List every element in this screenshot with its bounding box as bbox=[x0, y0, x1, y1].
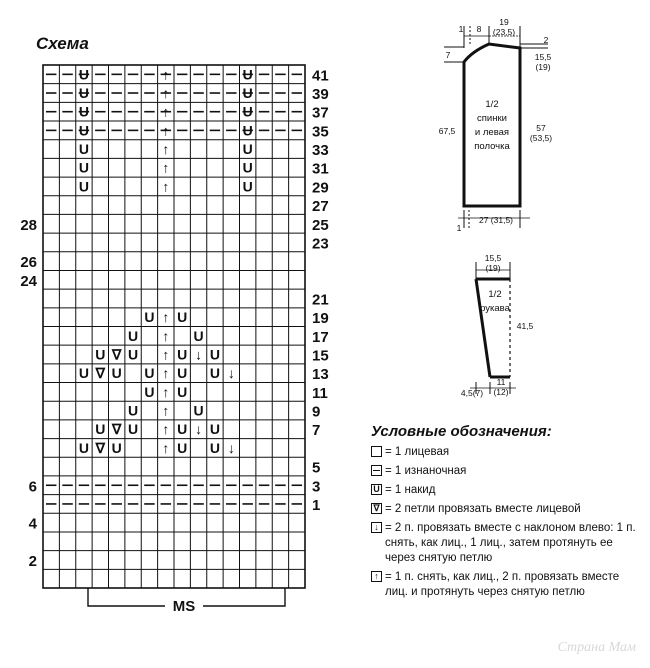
stitch-symbol: U bbox=[95, 421, 106, 438]
left-row-number: 28 bbox=[20, 216, 37, 234]
stitch-symbol: U bbox=[78, 365, 89, 382]
stitch-symbol: U bbox=[177, 439, 188, 456]
dash-box-icon bbox=[371, 465, 382, 476]
back-piece-diagram bbox=[439, 17, 553, 233]
legend-item-purl bbox=[371, 464, 641, 479]
right-row-number: 39 bbox=[312, 86, 329, 104]
stitch-symbol: ↑ bbox=[162, 327, 170, 344]
sleeve-top-width: 15,5 bbox=[484, 253, 502, 263]
back-piece-label-2: спинки bbox=[477, 113, 507, 124]
sleeve-height: 41,5 bbox=[516, 321, 534, 331]
legend-item-k2tog bbox=[371, 502, 641, 517]
stitch-symbol: ↓ bbox=[195, 421, 203, 438]
stitch-symbol: ↑ bbox=[162, 346, 170, 363]
stitch-symbol: U bbox=[78, 141, 89, 158]
right-row-number: 37 bbox=[312, 104, 329, 122]
sleeve-top-width-b: (19) bbox=[485, 263, 501, 273]
back-right-height-b: (53,5) bbox=[529, 133, 553, 143]
back-top-width-19b: (23,5) bbox=[492, 27, 516, 37]
stitch-symbol: U bbox=[242, 141, 253, 158]
stitch-symbol: U bbox=[128, 327, 139, 344]
right-row-number: 23 bbox=[312, 235, 329, 253]
ms-bracket bbox=[88, 588, 285, 615]
stitch-symbol: ↑ bbox=[162, 103, 170, 120]
stitch-symbol: U bbox=[144, 309, 155, 326]
right-row-number: 3 bbox=[312, 478, 321, 496]
right-row-number: 7 bbox=[312, 422, 321, 440]
stitch-symbol: ↓ bbox=[195, 346, 203, 363]
back-right-top: 15,5 bbox=[534, 52, 552, 62]
right-row-number: 41 bbox=[312, 67, 329, 85]
stitch-symbol: ↑ bbox=[162, 421, 170, 438]
stitch-symbol: U bbox=[193, 327, 204, 344]
back-neck-depth: 7 bbox=[445, 50, 451, 60]
sleeve-bottom-left: 4,5(7) bbox=[460, 388, 484, 398]
stitch-symbol: ↑ bbox=[162, 66, 170, 83]
watermark: Страна Мам bbox=[557, 640, 636, 655]
stitch-symbol: ↑ bbox=[162, 159, 170, 176]
ssk-icon: ↓ bbox=[371, 522, 382, 533]
yarn-over-icon: U bbox=[371, 484, 382, 495]
sleeve-bottom-right-b: (12) bbox=[493, 387, 509, 397]
right-row-number: 11 bbox=[312, 384, 328, 402]
stitch-symbol: ∇ bbox=[112, 346, 122, 363]
stitch-symbol: U bbox=[177, 383, 188, 400]
legend-text-knit: = 1 лицевая bbox=[385, 446, 450, 458]
ms-label: MS bbox=[172, 598, 196, 615]
left-row-number: 4 bbox=[28, 515, 37, 533]
stitch-symbol: U bbox=[78, 159, 89, 176]
stitch-symbol: U bbox=[177, 365, 188, 382]
back-piece-label-3: и левая bbox=[474, 127, 510, 138]
right-row-number: 17 bbox=[312, 328, 329, 346]
stitch-symbol: U bbox=[242, 103, 253, 120]
left-row-number: 24 bbox=[20, 272, 37, 290]
stitch-symbol: U bbox=[209, 439, 220, 456]
back-top-width-19: 19 bbox=[499, 17, 509, 27]
legend-item-knit bbox=[371, 445, 641, 460]
legend-item-sk2p bbox=[371, 570, 641, 600]
stitch-symbol: U bbox=[128, 346, 139, 363]
stitch-symbol: U bbox=[209, 421, 220, 438]
back-bottom-width: 27 (31,5) bbox=[478, 215, 514, 225]
stitch-symbol: U bbox=[242, 66, 253, 83]
stitch-symbol: U bbox=[193, 402, 204, 419]
back-shoulder-drop: 2 bbox=[543, 35, 549, 45]
right-row-number: 27 bbox=[312, 198, 329, 216]
stitch-symbol: ∇ bbox=[112, 421, 122, 438]
right-row-number: 25 bbox=[312, 216, 329, 234]
right-row-number: 9 bbox=[312, 403, 321, 421]
stitch-symbol: ↓ bbox=[227, 439, 235, 456]
right-row-number: 15 bbox=[312, 347, 329, 365]
right-row-number: 5 bbox=[312, 459, 321, 477]
stitch-symbol: U bbox=[95, 346, 106, 363]
stitch-symbol: U bbox=[78, 66, 89, 83]
back-right-height: 57 bbox=[536, 123, 546, 133]
right-row-number: 21 bbox=[312, 291, 329, 309]
stitch-symbol: U bbox=[144, 383, 155, 400]
stitch-symbol: U bbox=[177, 421, 188, 438]
stitch-symbol: U bbox=[78, 85, 89, 102]
stitch-symbol: ↑ bbox=[162, 178, 170, 195]
stitch-symbol: U bbox=[209, 365, 220, 382]
sleeve-piece-diagram bbox=[461, 253, 534, 398]
legend bbox=[371, 423, 641, 604]
right-row-number: 29 bbox=[312, 179, 329, 197]
stitch-symbol: ↑ bbox=[162, 383, 170, 400]
stitch-symbol: U bbox=[78, 103, 89, 120]
back-piece-label-1: 1/2 bbox=[485, 99, 499, 110]
stitch-symbol: U bbox=[242, 178, 253, 195]
legend-item-ssk bbox=[371, 521, 641, 566]
stitch-symbol: ↑ bbox=[162, 365, 170, 382]
stitch-symbol: U bbox=[128, 402, 139, 419]
right-row-number: 33 bbox=[312, 142, 329, 160]
stitch-symbol: U bbox=[242, 122, 253, 139]
right-row-number: 19 bbox=[312, 310, 329, 328]
stitch-symbol: U bbox=[209, 346, 220, 363]
stitch-symbol: U bbox=[128, 421, 139, 438]
sleeve-bottom-right: 11 bbox=[496, 377, 506, 387]
legend-text-ssk: = 2 п. провязать вместе с наклоном влево: 1 п. снять, как лиц., 1 лиц., затем протянуть ее через снятую петлю bbox=[385, 522, 636, 564]
stitch-symbol: ↓ bbox=[227, 365, 235, 382]
stitch-symbol: U bbox=[177, 346, 188, 363]
right-row-number: 1 bbox=[312, 496, 321, 514]
stitch-symbol: U bbox=[242, 85, 253, 102]
legend-title: Условные обозначения: bbox=[371, 423, 552, 440]
k2tog-icon: ∇ bbox=[371, 503, 382, 514]
stitch-symbol: ↑ bbox=[162, 122, 170, 139]
back-piece-label-4: полочка bbox=[474, 141, 510, 152]
back-top-width-8: 8 bbox=[476, 24, 482, 34]
sk2p-icon: ↑ bbox=[371, 571, 382, 582]
back-right-top-b: (19) bbox=[535, 62, 551, 72]
right-row-number: 35 bbox=[312, 123, 329, 141]
stitch-symbol: ∇ bbox=[95, 439, 105, 456]
right-row-number: 31 bbox=[312, 160, 329, 178]
stitch-symbol: ↑ bbox=[162, 85, 170, 102]
stitch-symbol: ↑ bbox=[162, 402, 170, 419]
legend-text-k2tog: = 2 петли провязать вместе лицевой bbox=[385, 503, 581, 515]
sleeve-label-2: рукава bbox=[480, 303, 510, 314]
back-top-width-1: 1 bbox=[458, 24, 464, 34]
left-row-number: 6 bbox=[28, 478, 37, 496]
stitch-symbol: ∇ bbox=[95, 365, 105, 382]
stitch-symbol: U bbox=[242, 159, 253, 176]
legend-text-yarn-over: = 1 накид bbox=[385, 484, 436, 496]
left-row-number: 2 bbox=[28, 552, 37, 570]
stitch-symbol: ↑ bbox=[162, 141, 170, 158]
right-row-number: 13 bbox=[312, 366, 329, 384]
stitch-symbol: U bbox=[111, 439, 122, 456]
legend-text-sk2p: = 1 п. снять, как лиц., 2 п. провязать вместе лиц. и протянуть через снятую петлю bbox=[385, 571, 620, 598]
back-bottom-left: 1 bbox=[456, 223, 462, 233]
legend-item-yarn-over bbox=[371, 483, 641, 498]
stitch-symbol: U bbox=[78, 122, 89, 139]
left-row-number: 26 bbox=[20, 254, 37, 272]
stitch-symbol: U bbox=[144, 365, 155, 382]
stitch-symbol: U bbox=[78, 178, 89, 195]
stitch-symbol: U bbox=[78, 439, 89, 456]
stitch-symbol: ↑ bbox=[162, 439, 170, 456]
legend-text-purl: = 1 изнаночная bbox=[385, 465, 467, 477]
scheme-title: Схема bbox=[36, 34, 89, 53]
stitch-symbol: ↑ bbox=[162, 309, 170, 326]
back-left-height: 67,5 bbox=[438, 126, 456, 136]
blank-box-icon bbox=[371, 446, 382, 457]
stitch-symbol: U bbox=[111, 365, 122, 382]
sleeve-label-1: 1/2 bbox=[488, 289, 502, 300]
stitch-symbol: U bbox=[177, 309, 188, 326]
